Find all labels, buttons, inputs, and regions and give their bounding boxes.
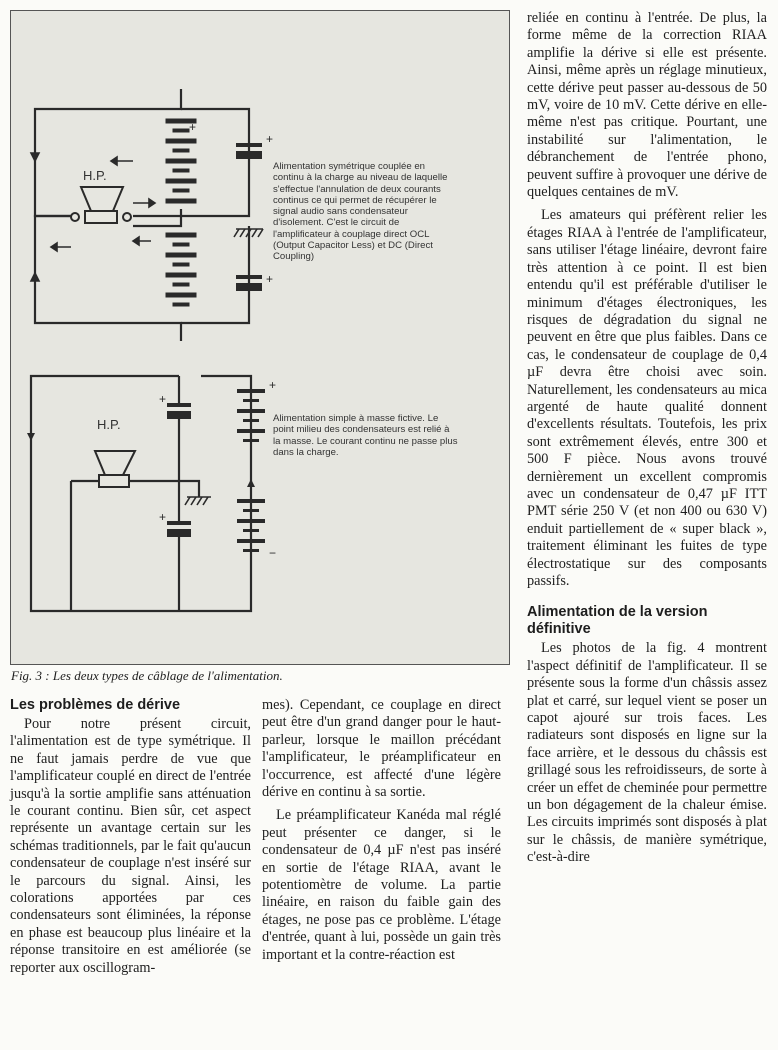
paragraph: Le préamplificateur Kanéda mal réglé peut présenter ce danger, si le condensateur de 0,4 µF n'est pas inséré en sortie de l'étage RIAA, avant le potentiomètre de volume. La partie linéaire, en raison du faible gain des étages, ne pose pas ce problème. L'étage d'entrée, quant à lui, possède un gain très important et la contre-réaction est xyxy=(262,807,501,963)
figure-caption: Fig. 3 : Les deux types de câblage de l'alimentation. xyxy=(11,668,283,683)
column-1 xyxy=(10,697,251,977)
top-plus-sign-2: + xyxy=(266,272,274,286)
top-diagram-note: Alimentation symétrique couplée en continu à la charge au niveau de laquelle s'effectue l'annulation de deux courants continus ce qui permet de récupérer le signal audio sans condensateur d'isolement. C'est le circuit de l'amplificateur à couplage direct OCL (Output Capacitor Less) et DC (Direct Coupling) xyxy=(273,161,448,263)
bottom-ground-lead xyxy=(179,481,199,497)
column-3 xyxy=(527,10,767,867)
paragraph: Les amateurs qui préfèrent relier les étages RIAA à l'entrée de l'amplificateur, sans utiliser l'étage linéaire, devront faire très attention à ce point. Il est bien entendu qu'il est préférable d'utiliser le minimum d'étages électroniques, les risques de dégradation du signal ne peuvent en être que plus faibles. Dans ce cas, le condensateur de couplage de 0,4 µF devra être choisi avec soin. Naturellement, les condensateurs au mica argenté de haute qualité donnent d'excellents résultats. Toutefois, les prix sont extrêmement élevés, entre 300 et 500 F pièce. Nous avons trouvé dernièrement un excellent compromis avec un condensateur de 0,47 µF ITT PMT série 250 V (et non 400 ou 630 V) enduit partiellement de « super black », traitement éliminant les fuites de type électrostatique sur des composants passifs. xyxy=(527,207,767,589)
top-speaker-symbol xyxy=(71,187,131,223)
paragraph: reliée en continu à l'entrée. De plus, la forme même de la correction RIAA amplifie la dérive si elle est présente. Ainsi, même après un réglage minutieux, cette dérive peut passer au-dessous de 50 mV, voire de 10 mV. Cette dérive en elle-même n'est pas critique. Pourtant, une instabilité sur l'alimentation, le débranchement de l'entrée phono, peuvent suffire à provoquer une dérive de quelques centaines de mV. xyxy=(527,10,767,201)
top-battery-lower xyxy=(166,233,196,306)
bottom-plus-sign-2: + xyxy=(159,392,167,406)
top-center-wire xyxy=(133,209,181,226)
bottom-plus-sign-1: + xyxy=(269,378,277,392)
bottom-speaker-label: H.P. xyxy=(97,417,121,432)
column-2 xyxy=(262,697,501,964)
section-heading-alimentation: Alimentation de la version définitive xyxy=(527,604,708,638)
top-plus-sign-1: + xyxy=(266,132,274,146)
bottom-outer-loop xyxy=(31,376,251,611)
bottom-plus-sign-3: + xyxy=(159,510,167,524)
circuit-diagrams xyxy=(11,11,510,665)
paragraph: mes). Cependant, ce couplage en direct peut être d'un grand danger pour le haut-parleur, lorsque le maillon précédant l'amplificateur, le préamplificateur en l'occurrence, est affecté d'une légère dérive en continu à sa sortie. xyxy=(262,697,501,801)
top-plus-sign-3: + xyxy=(189,120,197,134)
section-heading-derive: Les problèmes de dérive xyxy=(10,697,181,713)
top-lower-loop-left xyxy=(35,216,181,341)
bottom-ground-symbol xyxy=(185,497,211,505)
top-speaker-label: H.P. xyxy=(83,168,107,183)
bottom-minus-sign: − xyxy=(269,546,277,560)
top-upper-loop-left xyxy=(35,89,181,216)
figure-panel xyxy=(10,10,510,665)
bottom-diagram-note: Alimentation simple à masse fictive. Le point milieu des condensateurs est relié à la masse. Le courant continu ne passe plus dans la charge. xyxy=(273,413,458,458)
paragraph: Pour notre présent circuit, l'alimentation est de type symétrique. Il ne faut jamais perdre de vue que l'amplificateur couplé en direct de l'entrée jusqu'à la sortie amplifie sans atténuation le courant continu. Bien sûr, cet aspect représente un avantage certain sur les schémas traditionnels, par le fait qu'aucun condensateur de couplage n'est inséré sur le parcours du signal. Ainsi, les colorations apportées par ces condensateurs sont éliminées, la réponse en phase est beaucoup plus linéaire et la réponse transitoire en est améliorée (se reporter aux oscillogram- xyxy=(10,716,251,976)
bottom-direction-arrows xyxy=(27,433,255,487)
bottom-speaker-symbol xyxy=(95,451,135,487)
paragraph: Les photos de la fig. 4 montrent l'aspect définitif de l'amplificateur. Il se présente sous la forme d'un châssis assez plat et carré, sur lequel vient se poser un capot ajouré sur trois faces. Les radiateurs sont disposés en ligne sur la face arrière, et le dessous du châssis est grillagé sous les refroidisseurs, de sorte à créer un effet de cheminée pour permettre un bon dégagement de la chaleur émise. Les circuits imprimés sont disposés à plat sur le châssis, de manière symétrique, c'est-à-dire xyxy=(527,640,767,866)
